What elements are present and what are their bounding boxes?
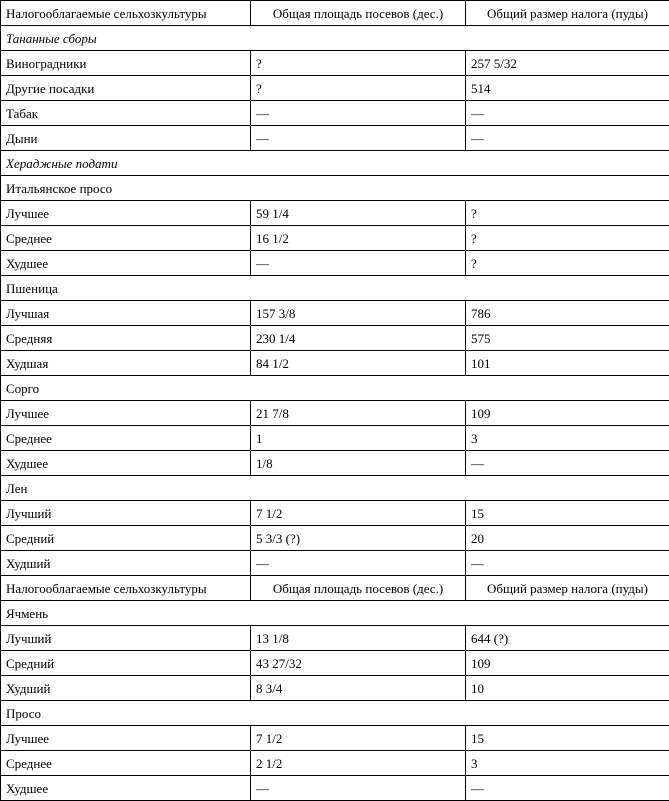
table-row — [1, 251, 669, 276]
tax-cell: 257 5/32 — [466, 51, 669, 76]
tax-cell: 15 — [466, 501, 669, 526]
area-cell: 230 1/4 — [251, 326, 466, 351]
table-header-row — [1, 1, 669, 26]
table-row — [1, 726, 669, 751]
crop-grade-cell: Худшее — [1, 451, 251, 476]
area-cell: — — [251, 126, 466, 151]
area-cell: 5 3/3 (?) — [251, 526, 466, 551]
area-cell: 21 7/8 — [251, 401, 466, 426]
crop-grade-cell: Худший — [1, 676, 251, 701]
crop-grade-cell: Средний — [1, 651, 251, 676]
table-row — [1, 551, 669, 576]
crop-grade-cell: Среднее — [1, 226, 251, 251]
tax-cell: ? — [466, 201, 669, 226]
area-cell: — — [251, 776, 466, 801]
group-row — [1, 701, 669, 726]
crop-grade-cell: Средний — [1, 526, 251, 551]
area-cell: 16 1/2 — [251, 226, 466, 251]
tax-cell: 514 — [466, 76, 669, 101]
area-cell: 1/8 — [251, 451, 466, 476]
area-cell: — — [251, 551, 466, 576]
table-row — [1, 776, 669, 801]
table-row — [1, 351, 669, 376]
column-header: Общий размер налога (пуды) — [466, 576, 669, 601]
area-cell: 8 3/4 — [251, 676, 466, 701]
tax-cell: 20 — [466, 526, 669, 551]
tax-cell: 109 — [466, 651, 669, 676]
table-header-row — [1, 576, 669, 601]
column-header: Налогооблагаемые сельхозкультуры — [1, 1, 251, 26]
table-row — [1, 101, 669, 126]
group-label: Итальянское просо — [1, 176, 669, 201]
area-cell: — — [251, 101, 466, 126]
area-cell: 43 27/32 — [251, 651, 466, 676]
table-row — [1, 526, 669, 551]
table-row — [1, 626, 669, 651]
table-row — [1, 401, 669, 426]
table-row — [1, 326, 669, 351]
table-row — [1, 676, 669, 701]
area-cell: 157 3/8 — [251, 301, 466, 326]
area-cell: 84 1/2 — [251, 351, 466, 376]
crop-grade-cell: Среднее — [1, 751, 251, 776]
table-row — [1, 226, 669, 251]
tax-cell: ? — [466, 251, 669, 276]
table-row — [1, 751, 669, 776]
table-row — [1, 201, 669, 226]
tax-cell: 10 — [466, 676, 669, 701]
crop-grade-cell: Худшее — [1, 251, 251, 276]
crop-grade-cell: Дыни — [1, 126, 251, 151]
area-cell: 1 — [251, 426, 466, 451]
table-row — [1, 651, 669, 676]
crop-grade-cell: Худшее — [1, 776, 251, 801]
crop-grade-cell: Виноградники — [1, 51, 251, 76]
tax-cell: 644 (?) — [466, 626, 669, 651]
crop-grade-cell: Лучшее — [1, 726, 251, 751]
crop-grade-cell: Лучшая — [1, 301, 251, 326]
table-row — [1, 426, 669, 451]
area-cell: 7 1/2 — [251, 726, 466, 751]
section-label: Хераджные подати — [1, 151, 669, 176]
crop-grade-cell: Другие посадки — [1, 76, 251, 101]
column-header: Общая площадь посевов (дес.) — [251, 1, 466, 26]
table-row — [1, 451, 669, 476]
table-row — [1, 501, 669, 526]
group-label: Пшеница — [1, 276, 669, 301]
area-cell: — — [251, 251, 466, 276]
group-label: Сорго — [1, 376, 669, 401]
group-row — [1, 276, 669, 301]
crop-grade-cell: Среднее — [1, 426, 251, 451]
table-row — [1, 301, 669, 326]
tax-cell: — — [466, 551, 669, 576]
crop-grade-cell: Средняя — [1, 326, 251, 351]
area-cell: 59 1/4 — [251, 201, 466, 226]
tax-cell: 109 — [466, 401, 669, 426]
group-row — [1, 176, 669, 201]
crop-grade-cell: Лучшее — [1, 201, 251, 226]
tax-table-body — [1, 1, 669, 801]
area-cell: 7 1/2 — [251, 501, 466, 526]
area-cell: ? — [251, 76, 466, 101]
crop-grade-cell: Лучший — [1, 501, 251, 526]
section-row — [1, 151, 669, 176]
table-row — [1, 126, 669, 151]
tax-cell: 3 — [466, 751, 669, 776]
group-label: Ячмень — [1, 601, 669, 626]
crop-grade-cell: Лучший — [1, 626, 251, 651]
column-header: Общий размер налога (пуды) — [466, 1, 669, 26]
tax-cell: 786 — [466, 301, 669, 326]
tax-cell: 575 — [466, 326, 669, 351]
tax-cell: 15 — [466, 726, 669, 751]
tax-cell: 3 — [466, 426, 669, 451]
tax-cell: — — [466, 101, 669, 126]
area-cell: ? — [251, 51, 466, 76]
table-row — [1, 51, 669, 76]
group-label: Просо — [1, 701, 669, 726]
column-header: Налогооблагаемые сельхозкультуры — [1, 576, 251, 601]
tax-cell: ? — [466, 226, 669, 251]
group-row — [1, 601, 669, 626]
section-row — [1, 26, 669, 51]
group-row — [1, 376, 669, 401]
area-cell: 2 1/2 — [251, 751, 466, 776]
area-cell: 13 1/8 — [251, 626, 466, 651]
crop-grade-cell: Худший — [1, 551, 251, 576]
crop-grade-cell: Худшая — [1, 351, 251, 376]
tax-cell: — — [466, 776, 669, 801]
table-row — [1, 76, 669, 101]
crop-grade-cell: Лучшее — [1, 401, 251, 426]
column-header: Общая площадь посевов (дес.) — [251, 576, 466, 601]
tax-cell: — — [466, 126, 669, 151]
tax-cell: 101 — [466, 351, 669, 376]
group-row — [1, 476, 669, 501]
tax-cell: — — [466, 451, 669, 476]
section-label: Тананные сборы — [1, 26, 669, 51]
group-label: Лен — [1, 476, 669, 501]
crop-grade-cell: Табак — [1, 101, 251, 126]
